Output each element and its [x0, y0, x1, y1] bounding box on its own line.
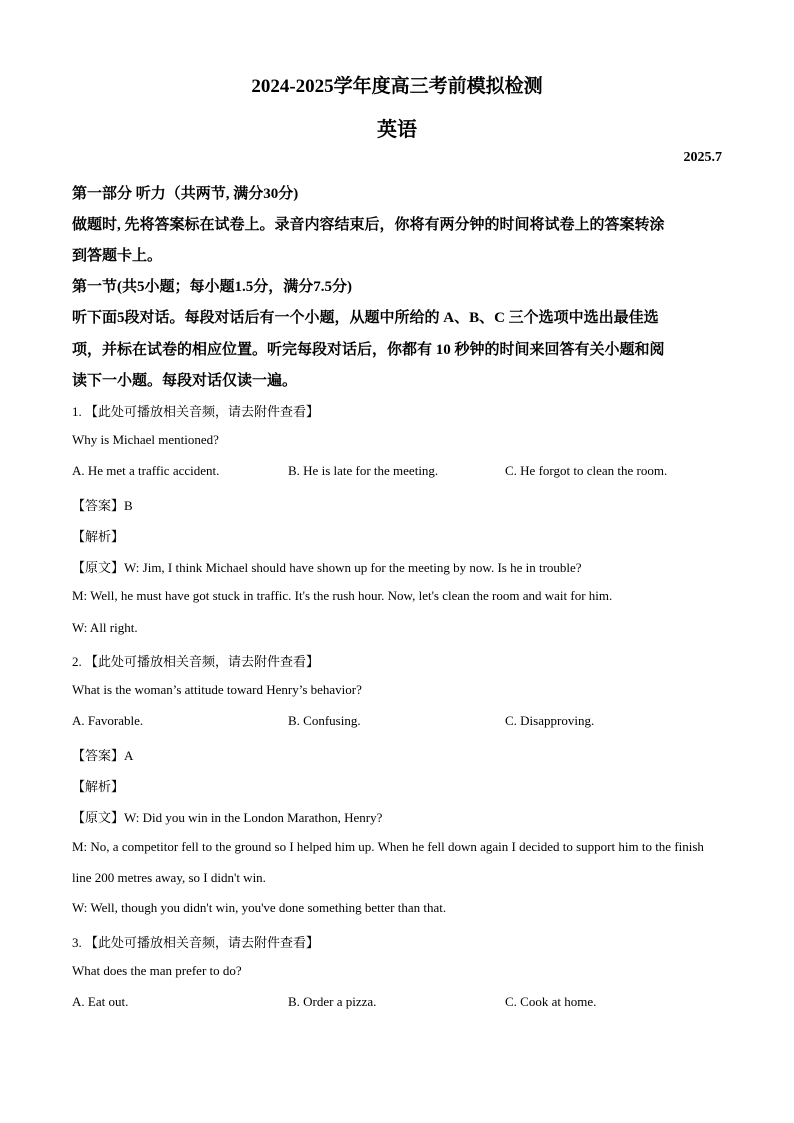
q2-transcript-3: W: Well, though you didn't win, you've done something better than that.	[72, 900, 447, 915]
q1-analysis: 【解析】	[72, 529, 125, 544]
q3-question: What does the man prefer to do?	[72, 963, 242, 978]
q3-option-a: A. Eat out.	[72, 994, 129, 1009]
q2-audio-link[interactable]: 2. 【此处可播放相关音频，请去附件查看】	[72, 654, 320, 669]
section1-line-2: 项，并标在试卷的相应位置。听完每段对话后，你都有 10 秒钟的时间来回答有关小题和阅	[72, 342, 665, 358]
exam-title: 2024-2025学年度高三考前模拟检测	[251, 76, 543, 97]
q2-answer: 【答案】A	[72, 748, 134, 763]
section1-heading: 第一节(共5小题；每小题1.5分，满分7.5分)	[72, 279, 352, 295]
q2-option-a: A. Favorable.	[72, 713, 144, 728]
q1-option-c: C. He forgot to clean the room.	[505, 463, 668, 478]
section1-line-1: 听下面5段对话。每段对话后有一个小题，从题中所给的 A、B、C 三个选项中选出最佳选	[72, 310, 659, 326]
exam-subject: 英语	[377, 119, 417, 141]
q3-option-b: B. Order a pizza.	[288, 994, 377, 1009]
q2-question: What is the woman’s attitude toward Henry’s behavior?	[72, 682, 362, 697]
q2-option-b: B. Confusing.	[288, 713, 361, 728]
intro-line-2: 到答题卡上。	[72, 248, 163, 264]
intro-line-1: 做题时, 先将答案标在试卷上。录音内容结束后，你将有两分钟的时间将试卷上的答案转涂	[72, 217, 665, 233]
part1-heading: 第一部分 听力（共两节, 满分30分)	[72, 186, 299, 202]
q3-option-c: C. Cook at home.	[505, 994, 597, 1009]
q1-audio-link[interactable]: 1. 【此处可播放相关音频，请去附件查看】	[72, 404, 320, 419]
exam-date: 2025.7	[683, 150, 722, 165]
q1-question: Why is Michael mentioned?	[72, 432, 219, 447]
q2-transcript-1: 【原文】W: Did you win in the London Marathon, Henry?	[72, 810, 383, 825]
q2-option-c: C. Disapproving.	[505, 713, 595, 728]
q2-analysis: 【解析】	[72, 779, 125, 794]
q1-transcript-2: M: Well, he must have got stuck in traffic. It's the rush hour. Now, let's clean the room and wait for him.	[72, 588, 613, 603]
q1-option-b: B. He is late for the meeting.	[288, 463, 439, 478]
q3-audio-link[interactable]: 3. 【此处可播放相关音频，请去附件查看】	[72, 935, 320, 950]
q1-answer: 【答案】B	[72, 498, 133, 513]
q1-transcript-1: 【原文】W: Jim, I think Michael should have shown up for the meeting by now. Is he in trouble?	[72, 560, 582, 575]
q1-option-a: A. He met a traffic accident.	[72, 463, 220, 478]
q2-transcript-2: M: No, a competitor fell to the ground so I helped him up. When he fell down again I decided to support him to the finish line 200 metres away, so I didn't win.	[72, 839, 704, 885]
section1-line-3: 读下一小题。每段对话仅读一遍。	[72, 373, 298, 389]
q1-transcript-3: W: All right.	[72, 620, 138, 635]
